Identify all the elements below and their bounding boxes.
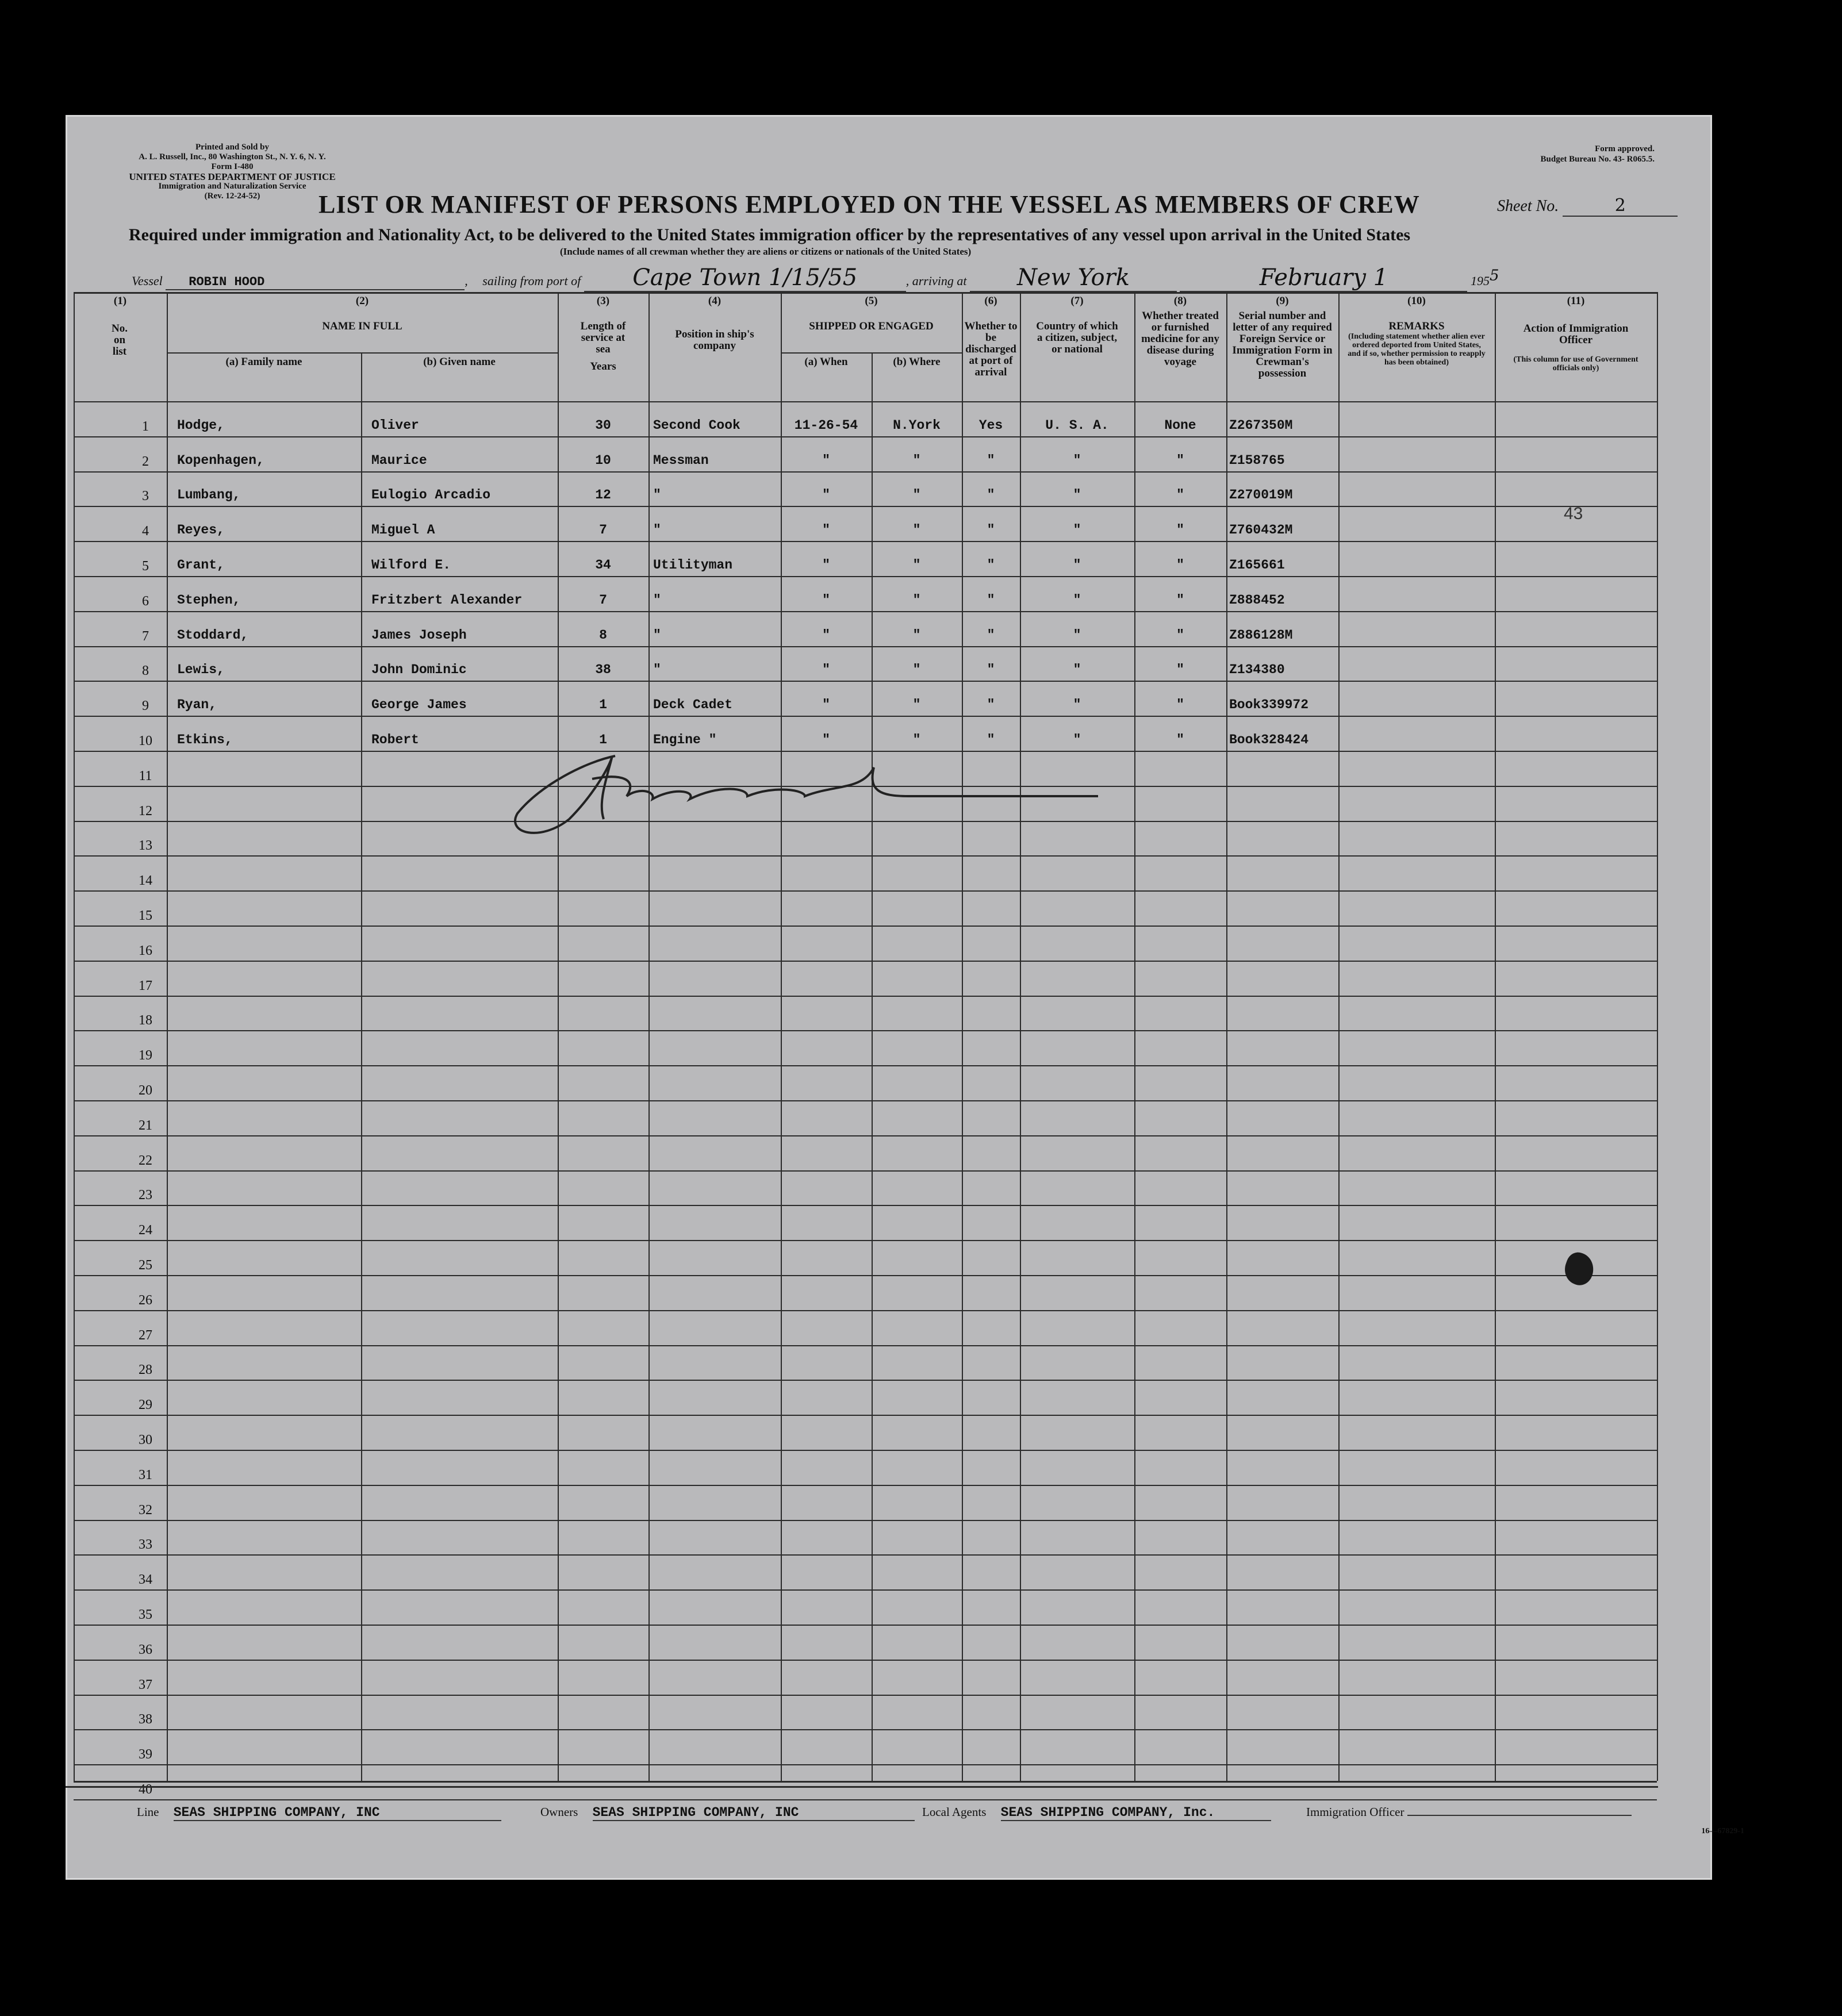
- crew-given: Maurice: [371, 452, 427, 468]
- row-rule: [74, 890, 1657, 892]
- crew-position: ": [653, 487, 661, 503]
- crew-country: ": [1073, 523, 1081, 538]
- row-number: 9: [142, 698, 149, 714]
- row-rule: [74, 1729, 1657, 1730]
- row-rule: [74, 1450, 1657, 1451]
- crew-where: ": [912, 487, 921, 503]
- crew-position: Second Cook: [653, 417, 740, 433]
- row-rule: [74, 681, 1657, 682]
- crew-treated: ": [1176, 697, 1184, 713]
- crew-position: ": [653, 627, 661, 643]
- footer-officer: Immigration Officer: [1306, 1805, 1632, 1819]
- crew-serial: Z165661: [1229, 558, 1285, 573]
- row-number: 3: [142, 489, 149, 504]
- row-number: 39: [139, 1747, 152, 1762]
- footer-line: Line SEAS SHIPPING COMPANY, INC: [137, 1805, 501, 1821]
- footer-owners: Owners SEAS SHIPPING COMPANY, INC: [540, 1805, 915, 1821]
- footer-agents: Local Agents SEAS SHIPPING COMPANY, Inc.: [922, 1805, 1271, 1821]
- row-rule: [74, 1275, 1657, 1276]
- crew-serial: Z760432M: [1229, 523, 1293, 538]
- row-number: 40: [139, 1782, 152, 1797]
- row-rule: [74, 1485, 1657, 1486]
- crew-when: ": [822, 662, 830, 678]
- crew-country: ": [1073, 558, 1081, 573]
- col-where-header: (b) Where: [893, 356, 941, 368]
- crew-country: ": [1073, 732, 1081, 747]
- row-number: 24: [139, 1223, 152, 1238]
- col-service-header: (3) Length of service at sea Years: [580, 295, 626, 373]
- row-rule: [74, 541, 1657, 542]
- crew-family: Stoddard,: [177, 627, 249, 643]
- row-rule: [74, 1030, 1657, 1031]
- table-bottom-rule: [74, 1781, 1657, 1783]
- crew-years: 34: [595, 558, 611, 573]
- col-shipped-header: (5) SHIPPED OR ENGAGED: [809, 295, 934, 332]
- crew-country: ": [1073, 627, 1081, 643]
- crew-serial: Z158765: [1229, 452, 1285, 468]
- crew-treated: ": [1176, 523, 1184, 538]
- row-number: 37: [139, 1677, 152, 1692]
- row-number: 21: [139, 1118, 152, 1133]
- crew-country: U. S. A.: [1045, 417, 1109, 433]
- crew-when: ": [822, 627, 830, 643]
- row-rule: [74, 1100, 1657, 1101]
- crew-discharge: ": [987, 627, 995, 643]
- crew-position: Messman: [653, 452, 709, 468]
- row-number: 23: [139, 1188, 152, 1203]
- crew-when: ": [822, 592, 830, 608]
- row-number: 35: [139, 1607, 152, 1622]
- row-rule: [74, 1345, 1657, 1346]
- row-rule: [74, 1380, 1657, 1381]
- row-rule: [74, 646, 1657, 647]
- row-number: 25: [139, 1258, 152, 1273]
- row-rule: [74, 1799, 1657, 1800]
- row-rule: [74, 1695, 1657, 1696]
- crew-discharge: ": [987, 523, 995, 538]
- crew-discharge: ": [987, 662, 995, 678]
- crew-family: Stephen,: [177, 592, 241, 608]
- row-number: 28: [139, 1362, 152, 1378]
- crew-given: Miguel A: [371, 523, 435, 538]
- row-number: 26: [139, 1292, 152, 1308]
- row-rule: [74, 1065, 1657, 1066]
- owners-company: SEAS SHIPPING COMPANY, INC: [593, 1805, 915, 1821]
- crew-family: Kopenhagen,: [177, 452, 264, 468]
- crew-family: Reyes,: [177, 523, 225, 538]
- crew-where: ": [912, 523, 921, 538]
- crew-family: Grant,: [177, 558, 225, 573]
- row-rule: [74, 716, 1657, 717]
- crew-discharge: ": [987, 697, 995, 713]
- crew-discharge: ": [987, 592, 995, 608]
- crew-years: 7: [599, 592, 607, 608]
- crew-where: ": [912, 592, 921, 608]
- row-number: 15: [139, 908, 152, 923]
- row-rule: [74, 855, 1657, 857]
- row-rule: [74, 1520, 1657, 1521]
- row-rule: [74, 436, 1657, 437]
- crew-country: ": [1073, 452, 1081, 468]
- crew-discharge: ": [987, 732, 995, 747]
- row-rule: [74, 1554, 1657, 1556]
- row-number: 19: [139, 1048, 152, 1063]
- form-approval: Form approved. Budget Bureau No. 43- R065.5.: [1540, 144, 1655, 164]
- crew-when: ": [822, 732, 830, 747]
- crew-country: ": [1073, 697, 1081, 713]
- crew-table: [74, 292, 1657, 1797]
- crew-discharge: ": [987, 487, 995, 503]
- row-number: 29: [139, 1397, 152, 1413]
- col-serial-header: (9) Serial number and letter of any required Foreign Service or Immigration Form in Crewman's possession: [1232, 295, 1333, 379]
- row-number: 5: [142, 559, 149, 574]
- row-rule: [74, 1170, 1657, 1172]
- row-rule: [74, 1764, 1657, 1765]
- crew-serial: Z886128M: [1229, 627, 1293, 643]
- page-subtitle: Required under immigration and Nationality Act, to be delivered to the United States immigration officer by the representatives of any vessel upon arrival in the United States: [129, 225, 1411, 244]
- crew-serial: Book328424: [1229, 732, 1309, 747]
- row-rule: [74, 1135, 1657, 1136]
- row-number: 2: [142, 454, 149, 469]
- crew-serial: Z267350M: [1229, 417, 1293, 433]
- crew-years: 38: [595, 662, 611, 678]
- row-rule: [74, 1205, 1657, 1206]
- crew-family: Lumbang,: [177, 487, 241, 503]
- crew-serial: Book339972: [1229, 697, 1309, 713]
- row-rule: [74, 1660, 1657, 1661]
- agents-company: SEAS SHIPPING COMPANY, Inc.: [1001, 1805, 1271, 1821]
- col-no-header: (1) No. on list: [112, 295, 128, 358]
- crew-family: Lewis,: [177, 662, 225, 678]
- row-number: 30: [139, 1433, 152, 1447]
- crew-given: Eulogio Arcadio: [371, 487, 491, 503]
- row-rule: [74, 471, 1657, 473]
- row-number: 11: [139, 768, 152, 784]
- crew-treated: ": [1176, 627, 1184, 643]
- crew-when: ": [822, 523, 830, 538]
- crew-treated: None: [1164, 417, 1196, 433]
- row-rule: [74, 926, 1657, 927]
- crew-treated: ": [1176, 487, 1184, 503]
- row-number: 18: [139, 1013, 152, 1028]
- col-treated-header: (8) Whether treated or furnished medicine for any disease during voyage: [1141, 295, 1219, 368]
- crew-years: 1: [599, 732, 607, 747]
- row-number: 36: [139, 1642, 152, 1657]
- row-rule: [74, 961, 1657, 962]
- col-when-header: (a) When: [804, 356, 848, 368]
- crew-where: ": [912, 662, 921, 678]
- col-officer-header: (11) Action of Immigration Officer (This column for use of Government officials only): [1513, 295, 1638, 373]
- row-number: 4: [142, 524, 149, 539]
- crew-position: Deck Cadet: [653, 697, 733, 713]
- row-number: 34: [139, 1572, 152, 1588]
- row-rule: [74, 1625, 1657, 1626]
- crew-years: 12: [595, 487, 611, 503]
- crew-position: ": [653, 662, 661, 678]
- crew-given: James Joseph: [371, 627, 467, 643]
- crew-given: Wilford E.: [371, 558, 451, 573]
- row-number: 27: [139, 1327, 152, 1343]
- row-number: 8: [142, 663, 149, 679]
- row-number: 20: [139, 1083, 152, 1098]
- crew-treated: ": [1176, 662, 1184, 678]
- col-family-name-header: (a) Family name: [225, 356, 302, 368]
- row-number: 12: [139, 803, 152, 819]
- row-rule: [74, 996, 1657, 997]
- row-rule: [74, 611, 1657, 612]
- crew-serial: Z888452: [1229, 592, 1285, 608]
- crew-when: ": [822, 487, 830, 503]
- crew-country: ": [1073, 662, 1081, 678]
- row-rule: [74, 1415, 1657, 1416]
- crew-serial: Z134380: [1229, 662, 1285, 678]
- crew-when: 11-26-54: [794, 417, 858, 433]
- row-rule: [74, 576, 1657, 577]
- crew-family: Etkins,: [177, 732, 233, 747]
- crew-when: ": [822, 697, 830, 713]
- crew-discharge: ": [987, 452, 995, 468]
- crew-where: ": [912, 558, 921, 573]
- row-number: 38: [139, 1712, 152, 1727]
- crew-given: John Dominic: [371, 662, 467, 678]
- sheet-number: Sheet No. 2: [1497, 195, 1678, 217]
- crew-where: ": [912, 697, 921, 713]
- row-number: 32: [139, 1502, 152, 1518]
- arrival-date: February 1: [1180, 264, 1467, 292]
- crew-family: Hodge,: [177, 417, 225, 433]
- row-number: 7: [142, 628, 149, 644]
- crew-treated: ": [1176, 732, 1184, 747]
- crew-where: ": [912, 452, 921, 468]
- crew-treated: ": [1176, 452, 1184, 468]
- crew-years: 1: [599, 697, 607, 713]
- row-number: 16: [139, 943, 152, 958]
- master-signature: [506, 733, 1110, 842]
- crew-position: ": [653, 592, 661, 608]
- crew-years: 30: [595, 417, 611, 433]
- crew-where: ": [912, 627, 921, 643]
- row-number: 17: [139, 978, 152, 993]
- crew-discharge: ": [987, 558, 995, 573]
- row-number: 31: [139, 1467, 152, 1483]
- include-note: (Include names of all crewman whether they are aliens or citizens or nationals of the United States): [560, 246, 972, 257]
- vessel-name: ROBIN HOOD: [166, 275, 465, 290]
- arrival-port: New York: [970, 264, 1177, 292]
- row-rule: [74, 1240, 1657, 1241]
- col-position-header: (4) Position in ship's company: [675, 295, 754, 352]
- page-title: LIST OR MANIFEST OF PERSONS EMPLOYED ON THE VESSEL AS MEMBERS OF CREW: [318, 190, 1420, 218]
- crew-given: George James: [371, 697, 467, 713]
- row-number: 6: [142, 593, 149, 609]
- crew-when: ": [822, 452, 830, 468]
- crew-family: Ryan,: [177, 697, 217, 713]
- row-rule: [74, 506, 1657, 507]
- col-name-header: (2) NAME IN FULL: [322, 295, 402, 332]
- voyage-line: Vessel ROBIN HOOD , sailing from port of Cape Town 1/15/55 , arriving at New York February 1 1955: [132, 264, 1499, 291]
- crew-discharge: Yes: [978, 417, 1003, 433]
- row-number: 14: [139, 873, 152, 889]
- crew-years: 8: [599, 627, 607, 643]
- col-remarks-header: (10) REMARKS (Including statement whether alien ever ordered deported from United States, and if so, whether permission to reapply has been obtained): [1348, 295, 1486, 367]
- row-rule: [74, 1310, 1657, 1311]
- printer-imprint: Printed and Sold by A. L. Russell, Inc., 80 Washington St., N. Y. 6, N. Y. Form I-480 UNITED STATES DEPARTMENT OF JUSTICE Immigration and Naturalization Service (Rev. 12-24-52): [129, 143, 336, 201]
- row-number: 33: [139, 1537, 152, 1553]
- crew-position: Utilityman: [653, 558, 733, 573]
- crew-country: ": [1073, 487, 1081, 503]
- crew-given: Fritzbert Alexander: [371, 592, 523, 608]
- crew-country: ": [1073, 592, 1081, 608]
- crew-when: ": [822, 558, 830, 573]
- crew-given: Oliver: [371, 417, 419, 433]
- crew-where: ": [912, 732, 921, 747]
- crew-position: ": [653, 523, 661, 538]
- sailing-port: Cape Town 1/15/55: [584, 264, 906, 292]
- col-country-header: (7) Country of which a citizen, subject, or national: [1036, 295, 1118, 355]
- crew-years: 10: [595, 452, 611, 468]
- form-code: 16—67829-1: [1701, 1827, 1744, 1835]
- row-number: 1: [142, 418, 149, 434]
- line-company: SEAS SHIPPING COMPANY, INC: [174, 1805, 501, 1821]
- row-number: 22: [139, 1153, 152, 1168]
- crew-serial: Z270019M: [1229, 487, 1293, 503]
- row-rule: [74, 1589, 1657, 1591]
- col-given-name-header: (b) Given name: [423, 356, 496, 368]
- crew-position: Engine ": [653, 732, 717, 747]
- crew-years: 7: [599, 523, 607, 538]
- row-number: 10: [139, 734, 152, 748]
- crew-where: N.York: [893, 417, 941, 433]
- officer-note: 43: [1564, 504, 1583, 523]
- crew-treated: ": [1176, 592, 1184, 608]
- crew-treated: ": [1176, 558, 1184, 573]
- crew-given: Robert: [371, 732, 419, 747]
- col-discharge-header: (6) Whether to be discharged at port of arrival: [964, 295, 1018, 378]
- row-number: 13: [139, 838, 152, 854]
